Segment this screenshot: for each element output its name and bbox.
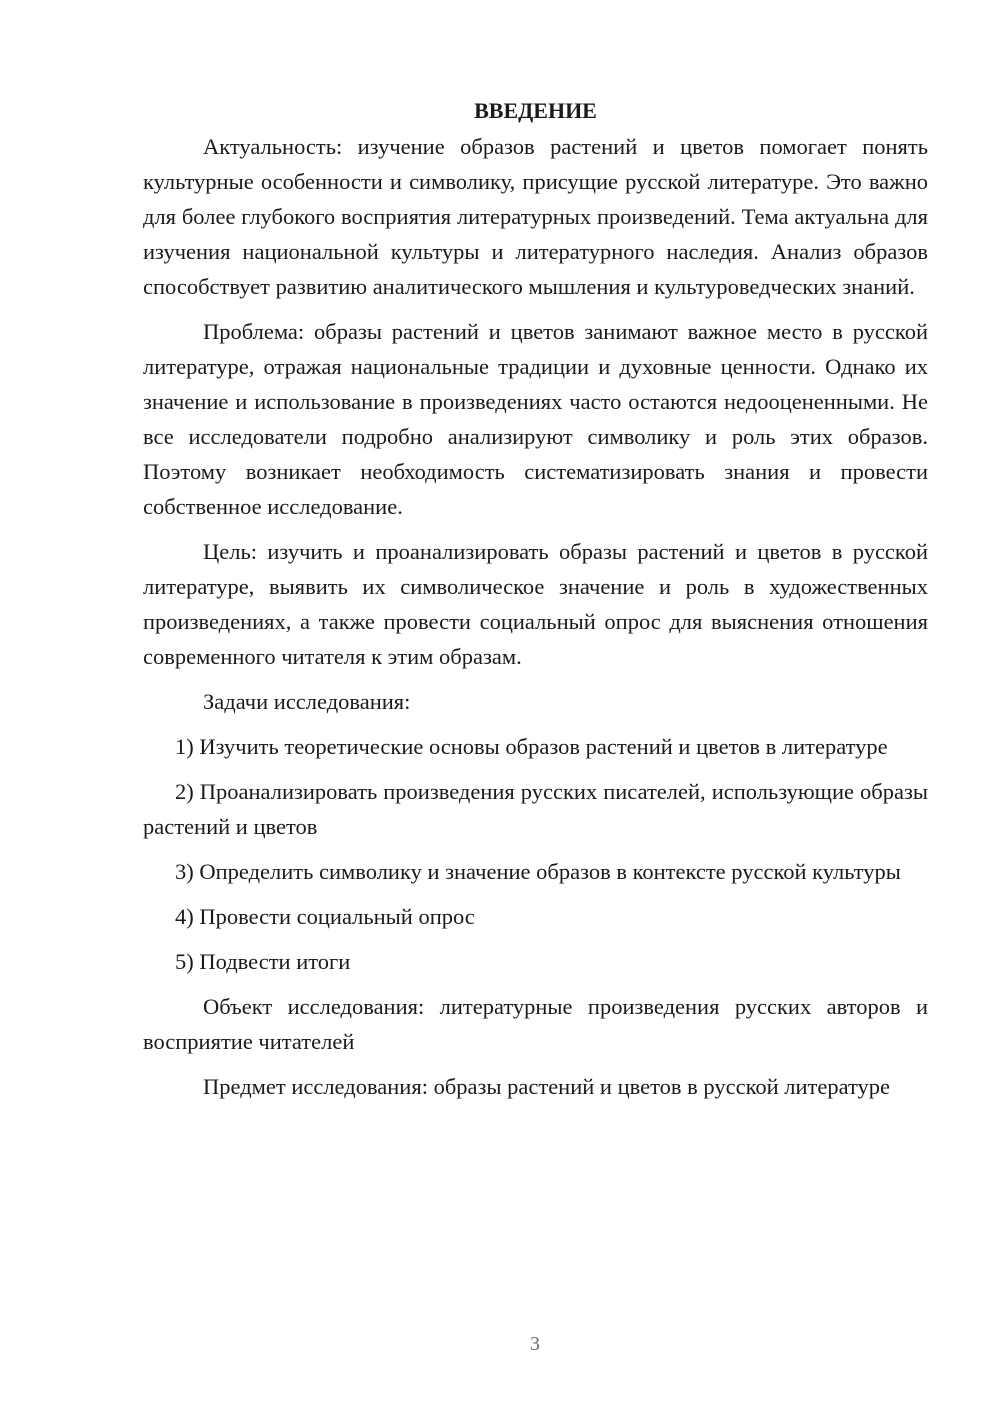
task-item-3: 3) Определить символику и значение образов в контексте русской культуры [175,859,901,884]
tasks-heading: Задачи исследования: [203,689,411,714]
page-number: 3 [530,1333,540,1355]
object-paragraph: Объект исследования: литературные произведения русских авторов и восприятие читателей [143,994,928,1054]
page-title: ВВЕДЕНИЕ [474,98,597,123]
problem-paragraph: Проблема: образы растений и цветов занимают важное место в русской литературе, отражая национальные традиции и духовные ценности. Однако их значение и использование в произведениях часто остаются недооцененными. Не все исследователи подробно анализируют символику и роль этих образов. Поэтому возникает необходимость систематизировать знания и провести собственное исследование. [143,319,928,519]
document-page [143,95,928,1114]
task-item-1: 1) Изучить теоретические основы образов растений и цветов в литературе [175,734,888,759]
relevance-paragraph: Актуальность: изучение образов растений и цветов помогает понять культурные особенности и символику, присущие русской литературе. Это важно для более глубокого восприятия литературных произведений. Тема актуальна для изучения национальной культуры и литературного наследия. Анализ образов способствует развитию аналитического мышления и культуроведческих знаний. [143,134,928,299]
task-item-4: 4) Провести социальный опрос [175,904,475,929]
task-item-2: 2) Проанализировать произведения русских писателей, использующие образы растений и цветов [143,779,928,839]
subject-paragraph: Предмет исследования: образы растений и цветов в русской литературе [203,1074,891,1099]
task-item-5: 5) Подвести итоги [175,949,351,974]
goal-paragraph: Цель: изучить и проанализировать образы растений и цветов в русской литературе, выявить их символическое значение и роль в художественных произведениях, а также провести социальный опрос для выяснения отношения современного читателя к этим образам. [143,539,928,669]
